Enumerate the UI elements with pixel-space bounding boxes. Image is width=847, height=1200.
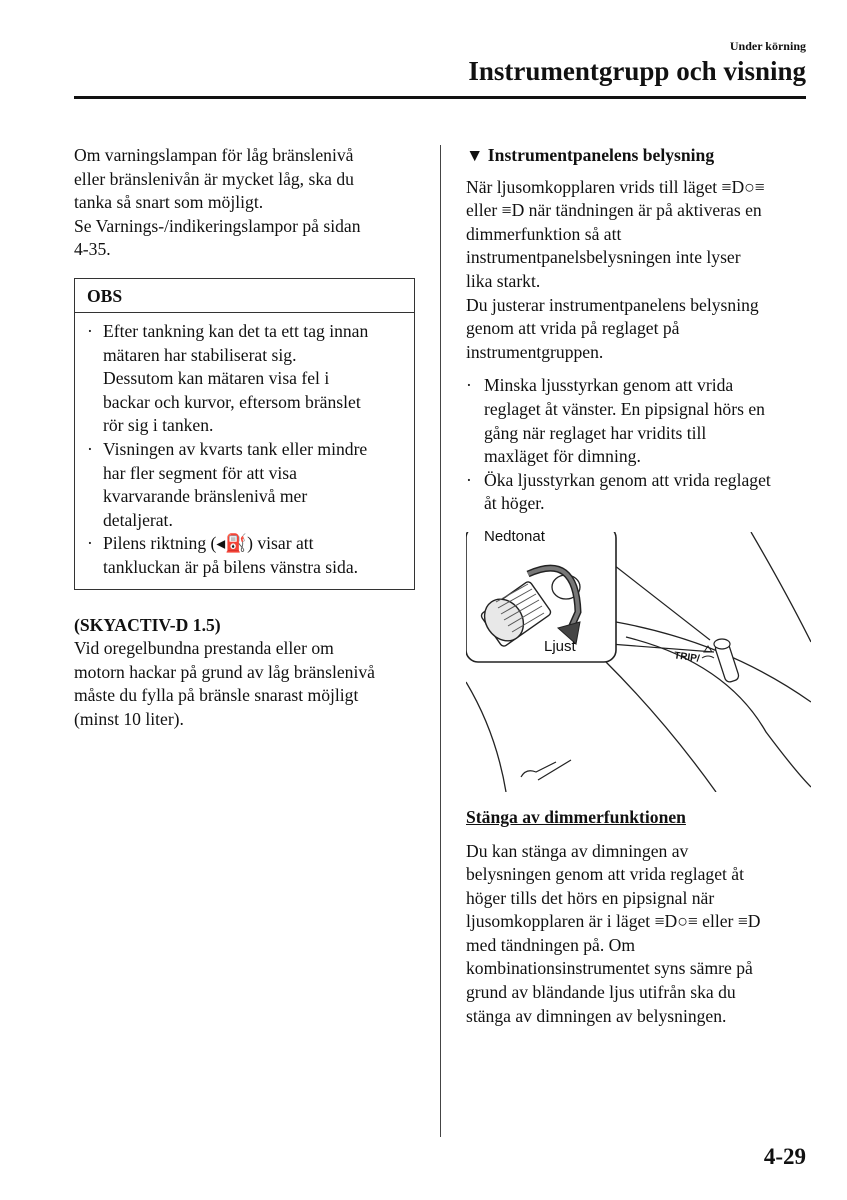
brightness-bullet [466, 469, 811, 516]
brightness-line: maxläget för dimning. [484, 446, 641, 467]
bullet-dot: · [466, 469, 472, 490]
intro-line: Se Varnings-/indikeringslampor på sidan [74, 215, 361, 236]
obs-bullet-text [103, 532, 406, 579]
obs-line: mätaren har stabiliserat sig. [103, 344, 297, 365]
lighting-line: genom att vrida på reglaget på [466, 318, 680, 339]
label-trip: TRIP/ [673, 650, 701, 665]
dimmer-line: stänga av dimningen av belysningen. [466, 1005, 727, 1026]
lighting-line: instrumentgruppen. [466, 341, 604, 362]
obs-bullet-text [103, 438, 406, 532]
lighting-line: eller ≡D när tändningen är på aktiveras en [466, 200, 762, 221]
dimmer-line: ljusomkopplaren är i läget ≡D○≡ eller ≡D [466, 911, 761, 932]
obs-line: Pilens riktning (◂⛽) visar att [103, 533, 314, 554]
page-title: Instrumentgrupp och visning [468, 56, 806, 86]
left-column [74, 144, 419, 731]
obs-line: rör sig i tanken. [103, 415, 214, 436]
lighting-line: lika starkt. [466, 270, 541, 291]
obs-line: detaljerat. [103, 509, 173, 530]
brightness-line: gång när reglaget har vridits till [484, 422, 707, 443]
intro-line: Om varningslampan för låg bränslenivå [74, 145, 354, 165]
obs-bullet [87, 532, 406, 579]
page-number: 4-29 [763, 1144, 806, 1169]
lighting-line: När ljusomkopplaren vrids till läget ≡D○≡ [466, 176, 765, 197]
right-column [466, 144, 811, 1028]
dimmer-line: Du kan stänga av dimningen av [466, 840, 689, 861]
obs-line: Dessutom kan mätaren visa fel i [103, 368, 330, 389]
skyactiv-line: måste du fylla på bränsle snarast möjligt [74, 685, 359, 706]
trip-knob [702, 639, 740, 683]
obs-line: Efter tankning kan det ta ett tag innan [103, 320, 369, 341]
brightness-bullet-text [484, 374, 811, 468]
bullet-dot: · [87, 533, 93, 554]
obs-heading: OBS [75, 279, 414, 313]
bullet-dot: · [87, 320, 93, 341]
brightness-bullets [466, 374, 811, 516]
intro-line: 4-35. [74, 239, 111, 260]
intro-paragraph [74, 144, 419, 262]
lighting-paragraph [466, 176, 811, 365]
title-rule [74, 96, 806, 99]
dimmer-knob-illustration [466, 527, 811, 792]
brightness-bullet-text [484, 469, 811, 516]
obs-line: kvarvarande bränslenivå mer [103, 486, 308, 507]
dimmer-line: höger tills det hörs en pipsignal när [466, 887, 715, 908]
section-label: Under körning [729, 39, 806, 53]
obs-bullet [87, 320, 406, 438]
obs-line: Visningen av kvarts tank eller mindre [103, 438, 368, 459]
obs-bullet-text [103, 320, 406, 438]
lighting-line: Du justerar instrumentpanelens belysning [466, 294, 759, 315]
brightness-line: reglaget åt vänster. En pipsignal hörs en [484, 398, 765, 419]
column-divider [440, 145, 441, 1137]
bullet-dot: · [87, 438, 93, 459]
brightness-bullet [466, 374, 811, 468]
instrument-lighting-heading: ▼ Instrumentpanelens belysning [466, 145, 715, 165]
lighting-line: instrumentpanelsbelysningen inte lyser [466, 247, 741, 268]
dimmer-line: grund av bländande ljus utifrån ska du [466, 982, 736, 1003]
intro-line: tanka så snart som möjligt. [74, 192, 264, 213]
bullet-dot: · [466, 375, 472, 396]
obs-line: backar och kurvor, eftersom bränslet [103, 391, 361, 412]
obs-body [75, 313, 414, 589]
brightness-line: Minska ljusstyrkan genom att vrida [484, 375, 734, 396]
obs-line: tankluckan är på bilens vänstra sida. [103, 556, 359, 577]
skyactiv-line: motorn hackar på grund av låg bränslenivå [74, 661, 375, 682]
obs-bullet [87, 438, 406, 532]
skyactiv-paragraph [74, 637, 419, 731]
obs-line: har fler segment för att visa [103, 462, 297, 483]
label-ljust: Ljust [544, 637, 576, 655]
label-nedtonat: Nedtonat [484, 527, 545, 545]
skyactiv-line: Vid oregelbundna prestanda eller om [74, 638, 334, 659]
brightness-line: åt höger. [484, 493, 545, 514]
dimmer-off-heading: Stänga av dimmerfunktionen [466, 806, 686, 827]
dimmer-line: med tändningen på. Om [466, 934, 636, 955]
dimmer-line: kombinationsinstrumentet syns sämre på [466, 958, 753, 979]
dimmer-off-paragraph [466, 840, 811, 1029]
dimmer-line: belysningen genom att vrida reglaget åt [466, 864, 744, 885]
intro-line: eller bränslenivån är mycket låg, ska du [74, 168, 354, 189]
skyactiv-heading: (SKYACTIV-D 1.5) [74, 614, 221, 635]
lighting-line: dimmerfunktion så att [466, 223, 622, 244]
dimmer-knob-drawing [466, 532, 811, 792]
skyactiv-line: (minst 10 liter). [74, 708, 184, 729]
obs-note-box [74, 278, 415, 590]
brightness-line: Öka ljusstyrkan genom att vrida reglaget [484, 469, 771, 490]
